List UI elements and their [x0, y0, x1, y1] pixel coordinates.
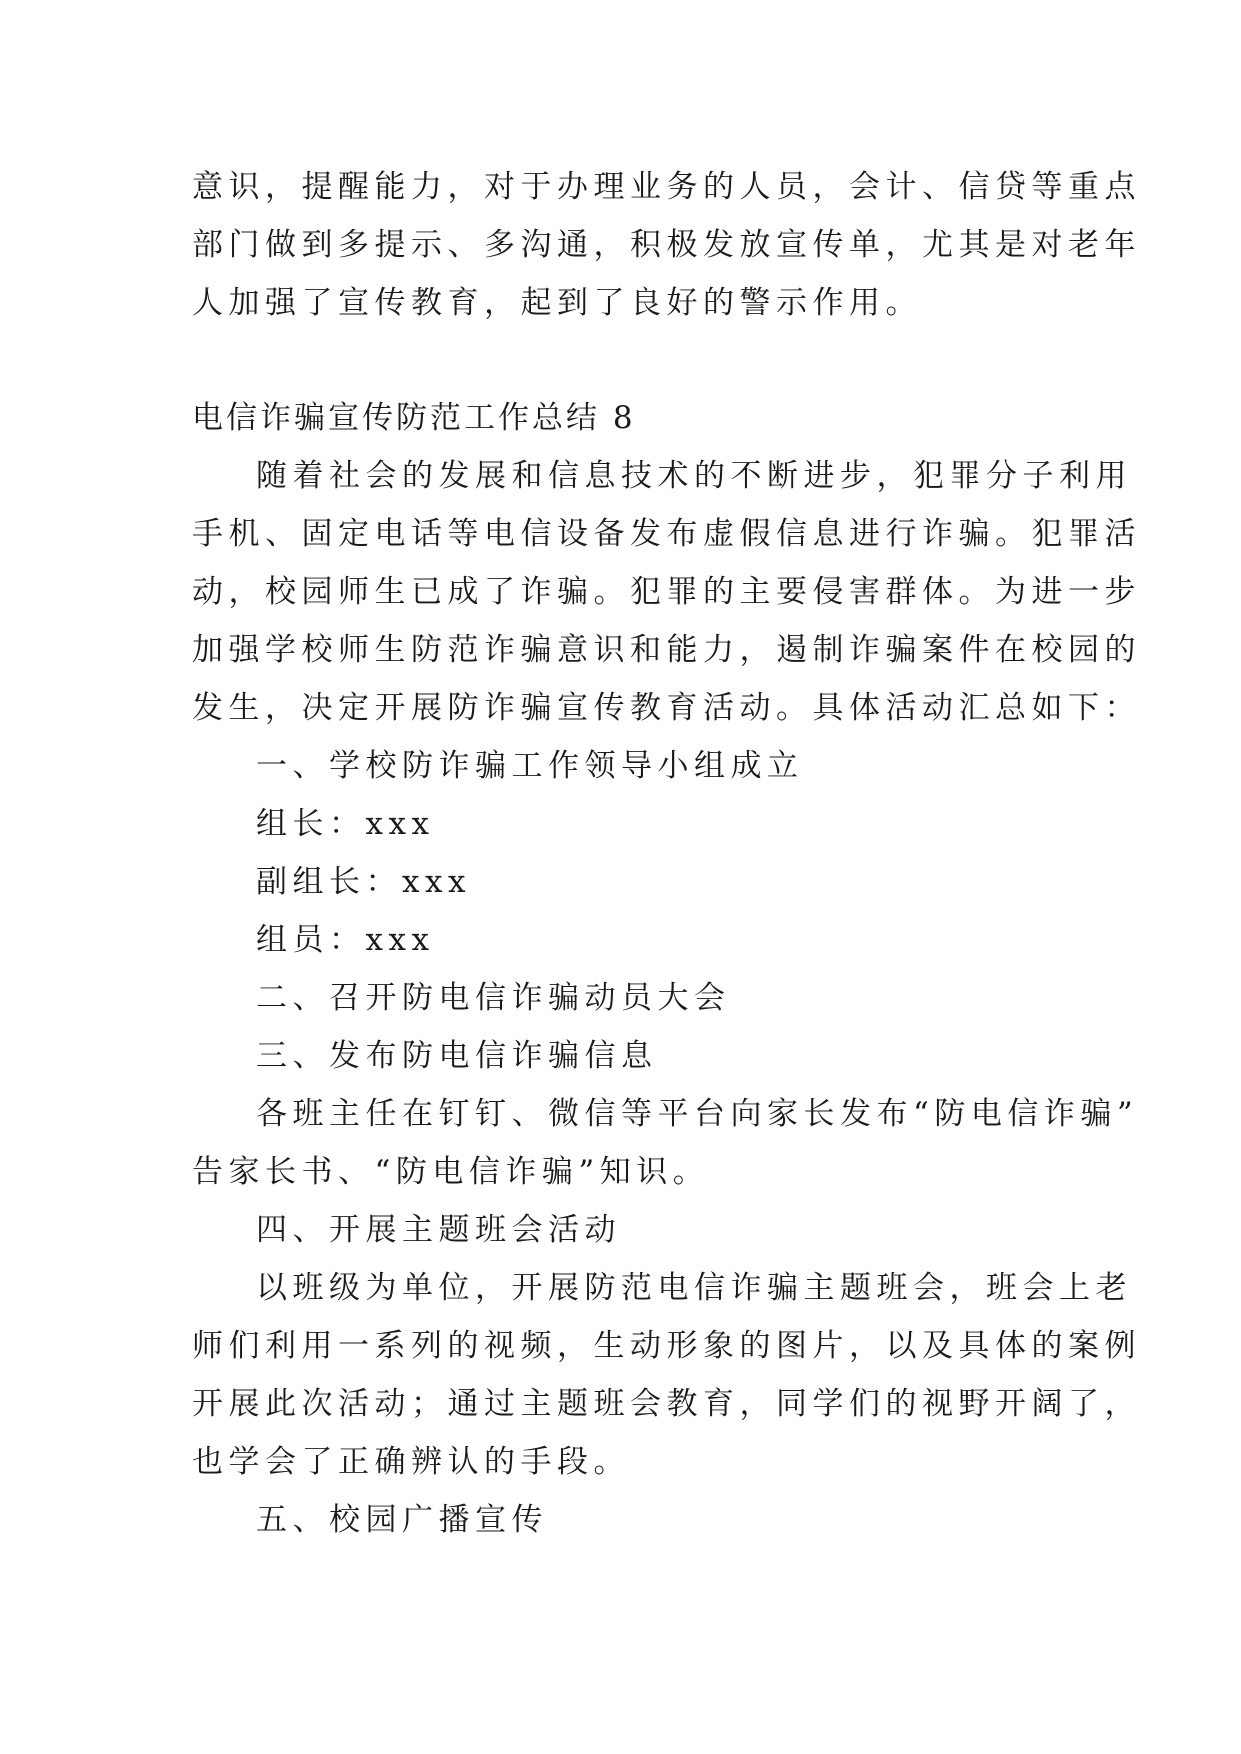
- body-text-line: 也学会了正确辨认的手段。: [192, 1444, 630, 1480]
- body-text-line: 随着社会的发展和信息技术的不断进步，犯罪分子利用: [256, 458, 1132, 494]
- body-text-line: 动，校园师生已成了诈骗。犯罪的主要侵害群体。为进一步: [192, 574, 1141, 610]
- vice-leader-line: 副组长：xxx: [256, 864, 471, 900]
- body-text-line: 开展此次活动；通过主题班会教育，同学们的视野开阔了，: [192, 1386, 1141, 1422]
- section-title: 电信诈骗宣传防范工作总结 8: [192, 400, 636, 436]
- subheading: 五、校园广播宣传: [256, 1502, 548, 1538]
- body-text-line: 加强学校师生防范诈骗意识和能力，遏制诈骗案件在校园的: [192, 632, 1141, 668]
- body-text-line: 以班级为单位，开展防范电信诈骗主题班会，班会上老: [256, 1270, 1132, 1306]
- body-text-line: 告家长书、“防电信诈骗”知识。: [192, 1154, 710, 1190]
- body-text-line: 各班主任在钉钉、微信等平台向家长发布“防电信诈骗”: [256, 1096, 1139, 1132]
- leader-line: 组长：xxx: [256, 806, 435, 842]
- body-text-line: 师们利用一系列的视频，生动形象的图片，以及具体的案例: [192, 1328, 1141, 1364]
- member-line: 组员：xxx: [256, 922, 435, 958]
- body-text-line: 人加强了宣传教育，起到了良好的警示作用。: [192, 285, 922, 321]
- subheading: 四、开展主题班会活动: [256, 1212, 621, 1248]
- body-text-line: 意识，提醒能力，对于办理业务的人员，会计、信贷等重点: [192, 169, 1141, 205]
- subheading: 一、学校防诈骗工作领导小组成立: [256, 748, 804, 784]
- subheading: 三、发布防电信诈骗信息: [256, 1038, 658, 1074]
- body-text-line: 部门做到多提示、多沟通，积极发放宣传单，尤其是对老年: [192, 227, 1141, 263]
- subheading: 二、召开防电信诈骗动员大会: [256, 980, 731, 1016]
- body-text-line: 手机、固定电话等电信设备发布虚假信息进行诈骗。犯罪活: [192, 516, 1141, 552]
- body-text-line: 发生，决定开展防诈骗宣传教育活动。具体活动汇总如下：: [192, 690, 1141, 726]
